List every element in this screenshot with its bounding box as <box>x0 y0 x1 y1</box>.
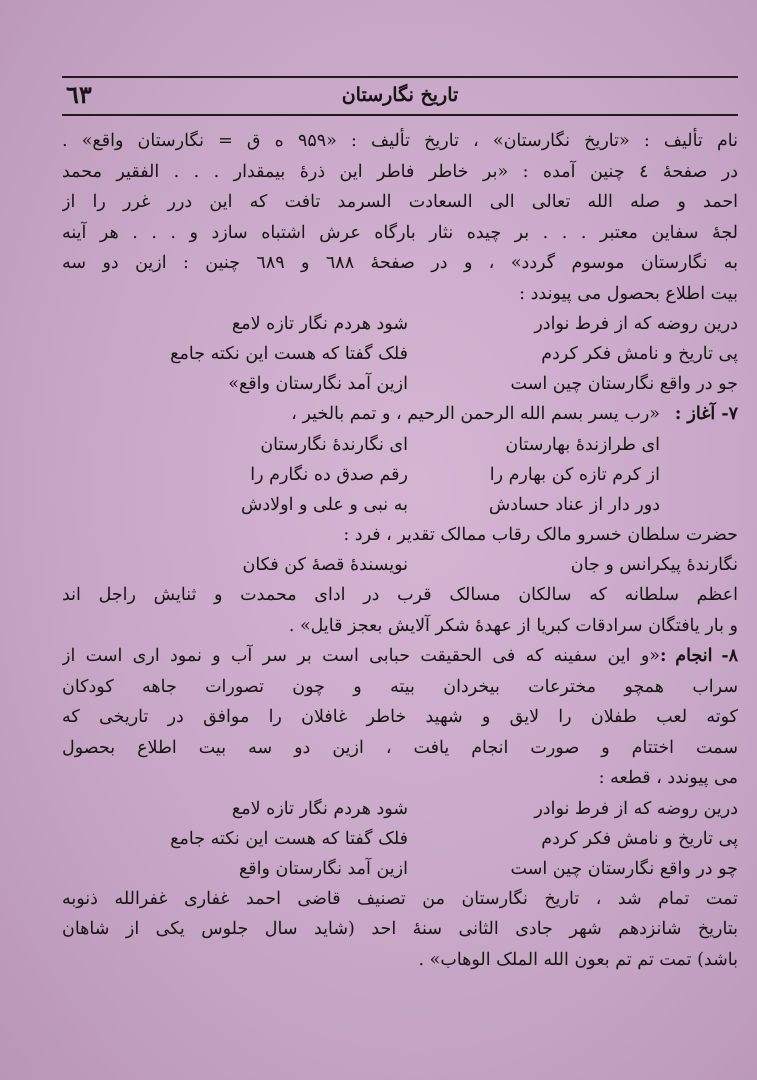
hemistich: ازین آمد نگارستان واقع» <box>228 374 408 394</box>
verse <box>62 339 738 369</box>
running-title: تاریخ نگارستان <box>341 84 459 106</box>
hemistich: به نبی و علی و اولادش <box>241 494 408 515</box>
page-body <box>62 126 738 975</box>
hemistich: ازین آمد نگارستان واقع <box>238 858 408 879</box>
verse <box>62 369 738 399</box>
text-line: بیت اطلاع بحصول می پیوندد : <box>519 283 738 304</box>
verse <box>62 854 738 884</box>
verse <box>62 490 738 520</box>
text-line: اعظم سلطانه که سالکان مسالک قرب در ادای محمدت و ثنایش راجل اند <box>62 585 738 605</box>
text-line: تمت تمام شد ، تاریخ نگارستان من تصنیف قاضی احمد غفاری غفرالله ذنوبه <box>62 888 738 909</box>
hemistich: درین روضه که از فرط نوادر <box>534 314 738 334</box>
text-line: در صفحهٔ ٤ چنین آمده : «بر خاطر فاطر این ذرهٔ بیمقدار . . . الفقیر محمد <box>62 161 738 182</box>
text-line: کوته لعب طفلان را لایق و شهید خاطر غافلان را موافق در تاریخی که <box>62 707 738 727</box>
hemistich: فلک گفتا که هست این نکته جامع <box>170 828 408 849</box>
text-line: می پیوندد ، قطعه : <box>598 768 738 788</box>
text-line: بتاریخ شانزدهم شهر جادی الثانی سنهٔ احد (شاید سال جلوس یکی از شاهان <box>62 919 738 939</box>
hemistich: ای نگارندهٔ نگارستان <box>260 434 408 455</box>
text-line: سمت اختتام و صورت انجام یافت ، ازین دو سه بیت اطلاع بحصول <box>62 737 738 758</box>
hemistich: رقم صدق ده نگارم را <box>250 464 408 485</box>
hemistich: پی تاریخ و نامش فکر کردم <box>541 828 738 849</box>
text-line: به نگارستان موسوم گردد» ، و در صفحهٔ ٦٨٨ و ٦٨٩ چنین : ازین دو سه <box>62 253 738 273</box>
hemistich: نگارندهٔ پیکرانس و جان <box>570 555 738 575</box>
hemistich: نویسندهٔ قصهٔ کن فکان <box>242 555 408 575</box>
hemistich: درین روضه که از فرط نوادر <box>534 798 738 819</box>
text-line: حضرت سلطان خسرو مالک رقاب ممالک تقدیر ، فرد : <box>343 524 738 545</box>
verse <box>62 794 738 824</box>
section-8-first-line <box>62 641 738 672</box>
hemistich: پی تاریخ و نامش فکر کردم <box>541 344 738 364</box>
text-line: لجهٔ سفاین معتبر . . . بر چیده نثار بارگاه عرش اشتباه سازد و . . . هر آینه <box>62 222 738 243</box>
verse <box>62 824 738 854</box>
hemistich: چو در واقع نگارستان چین است <box>510 858 738 879</box>
hemistich: جو در واقع نگارستان چین است <box>510 374 738 394</box>
text-line: نام تألیف : «تاریخ نگارستان» ، تاریخ تألیف : «۹۵۹ ه ق = نگارستان واقع» . <box>62 131 738 151</box>
page-header <box>62 76 738 116</box>
verse <box>62 430 738 460</box>
text-line: باشد) تمت تم تم بعون الله الملک الوهاب» . <box>418 949 738 970</box>
hemistich: دور دار از عناد حسادش <box>488 494 660 515</box>
section-7-first-line <box>62 399 738 430</box>
section-8-text: «و این سفینه که فی الحقیقت حبابی است بر سر آب و نمود اری است از <box>62 646 660 666</box>
verse <box>62 460 738 490</box>
page-number: ٦٣ <box>66 80 92 109</box>
section-8-label: ٨- انجام : <box>660 646 738 666</box>
verse <box>62 550 738 580</box>
verse <box>62 309 738 339</box>
section-7-label: ٧- آغاز : <box>674 404 738 424</box>
text-line: احمد و صله الله تعالی الی السعادت السرمد تافت که این درر غرر را از <box>62 192 738 212</box>
hemistich: شود هردم نگار تازه لامع <box>231 314 408 334</box>
hemistich: شود هردم نگار تازه لامع <box>231 798 408 819</box>
hemistich: از کرم تازه کن بهارم را <box>489 464 660 485</box>
text-line: سراب همچو مخترعات بیخردان بیته و چون تصورات جاهه کودکان <box>62 676 738 697</box>
hemistich: ای طرازندهٔ بهارستان <box>505 434 660 455</box>
text-line: و بار یافتگان سرادقات کبریا از عهدهٔ شکر آلایش بعجز قایل» . <box>288 615 738 636</box>
section-7-text: «رب یسر بسم الله الرحمن الرحیم ، و تمم بالخیر ، <box>291 404 660 424</box>
hemistich: فلک گفتا که هست این نکته جامع <box>170 344 408 364</box>
